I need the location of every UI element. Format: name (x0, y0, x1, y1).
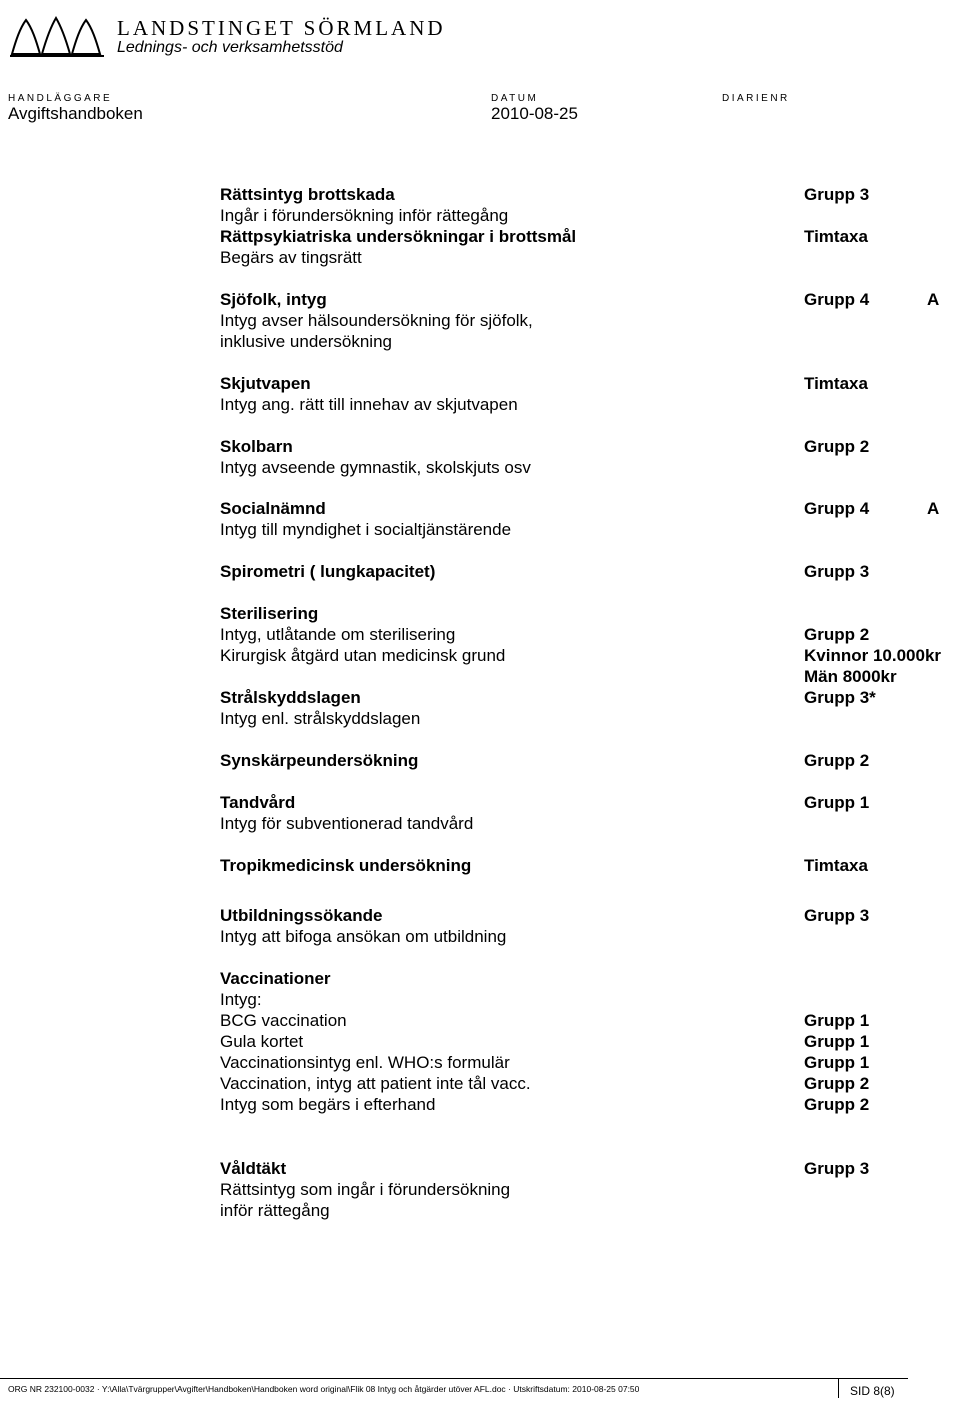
row-fee: Grupp 1 (804, 1053, 870, 1072)
row-fee: Grupp 2 (804, 625, 870, 644)
row-label: inklusive undersökning (220, 332, 392, 351)
row-label: Rättsintyg som ingår i förundersökning (220, 1180, 511, 1199)
row-fee: Grupp 3* (804, 688, 876, 707)
row-label: Intyg avseende gymnastik, skolskjuts osv (220, 458, 531, 477)
org-subtitle: Lednings- och verksamhetsstöd (117, 39, 343, 56)
row-label: Intyg ang. rätt till innehav av skjutvapen (220, 395, 518, 414)
landstinget-sormland-logo-icon (6, 10, 110, 62)
datum-value: 2010-08-25 (491, 104, 578, 123)
diarienr-label: DIARIENR (722, 93, 790, 104)
row-label: Spirometri ( lungkapacitet) (220, 562, 436, 581)
row-label: Vaccinationer (220, 969, 331, 988)
row-label: Intyg, utlåtande om sterilisering (220, 625, 456, 644)
row-label: Tandvård (220, 793, 296, 812)
row-fee: Grupp 3 (804, 562, 870, 581)
row-fee: Grupp 2 (804, 751, 870, 770)
row-label: Rättpsykiatriska undersökningar i brottsmål (220, 227, 577, 246)
row-label: Skjutvapen (220, 374, 311, 393)
org-name: LANDSTINGET SÖRMLAND (117, 16, 446, 40)
row-label: Kirurgisk åtgärd utan medicinsk grund (220, 646, 506, 665)
row-label: Skolbarn (220, 437, 293, 456)
row-label: Vaccinationsintyg enl. WHO:s formulär (220, 1053, 510, 1072)
row-label: Intyg till myndighet i socialtjänstärende (220, 520, 512, 539)
row-label: Intyg att bifoga ansökan om utbildning (220, 927, 507, 946)
row-label: Intyg: (220, 990, 262, 1009)
datum-label: DATUM (491, 93, 539, 104)
row-fee: Grupp 4 (804, 290, 870, 309)
row-label: Tropikmedicinsk undersökning (220, 856, 472, 875)
row-label: BCG vaccination (220, 1011, 347, 1030)
row-fee: Grupp 1 (804, 1032, 870, 1051)
row-fee: Män 8000kr (804, 667, 897, 686)
row-label: Våldtäkt (220, 1159, 287, 1178)
row-label: Synskärpeundersökning (220, 751, 419, 770)
row-fee: Grupp 1 (804, 1011, 870, 1030)
page-number: SID 8(8) (850, 1384, 895, 1398)
row-label: Ingår i förundersökning inför rättegång (220, 206, 509, 225)
row-fee: Grupp 2 (804, 1095, 870, 1114)
row-fee: Timtaxa (804, 856, 868, 875)
row-fee: Grupp 2 (804, 1074, 870, 1093)
row-label: Sterilisering (220, 604, 319, 623)
row-label: inför rättegång (220, 1201, 330, 1220)
row-label: Begärs av tingsrätt (220, 248, 362, 267)
row-label: Sjöfolk, intyg (220, 290, 327, 309)
row-fee: Grupp 3 (804, 1159, 870, 1178)
row-fee: Timtaxa (804, 227, 868, 246)
row-label: Vaccination, intyg att patient inte tål vacc. (220, 1074, 531, 1093)
row-code: A (927, 499, 940, 518)
row-label: Utbildningssökande (220, 906, 383, 925)
row-label: Socialnämnd (220, 499, 326, 518)
footer-divider (0, 1378, 908, 1379)
row-label: Rättsintyg brottskada (220, 185, 395, 204)
handlaggare-label: HANDLÄGGARE (8, 93, 113, 104)
row-fee: Grupp 4 (804, 499, 870, 518)
row-fee: Grupp 3 (804, 185, 870, 204)
row-label: Intyg för subventionerad tandvård (220, 814, 474, 833)
handlaggare-value: Avgiftshandboken (8, 104, 143, 123)
row-label: Intyg avser hälsoundersökning för sjöfolk, (220, 311, 533, 330)
row-fee: Grupp 1 (804, 793, 870, 812)
row-label: Intyg enl. strålskyddslagen (220, 709, 421, 728)
row-fee: Grupp 3 (804, 906, 870, 925)
row-fee: Kvinnor 10.000kr (804, 646, 942, 665)
row-label: Strålskyddslagen (220, 688, 361, 707)
row-label: Gula kortet (220, 1032, 304, 1051)
row-fee: Grupp 2 (804, 437, 870, 456)
footer-text: ORG NR 232100-0032 · Y:\Alla\Tvärgrupper\Avgifter\Handboken\Handboken word original\Flik 08 Intyg och åtgärder utöver AFL.doc · Utskriftsdatum: 2010-08-25 07:50 (8, 1384, 640, 1394)
row-label: Intyg som begärs i efterhand (220, 1095, 436, 1114)
row-code: A (927, 290, 940, 309)
row-fee: Timtaxa (804, 374, 868, 393)
